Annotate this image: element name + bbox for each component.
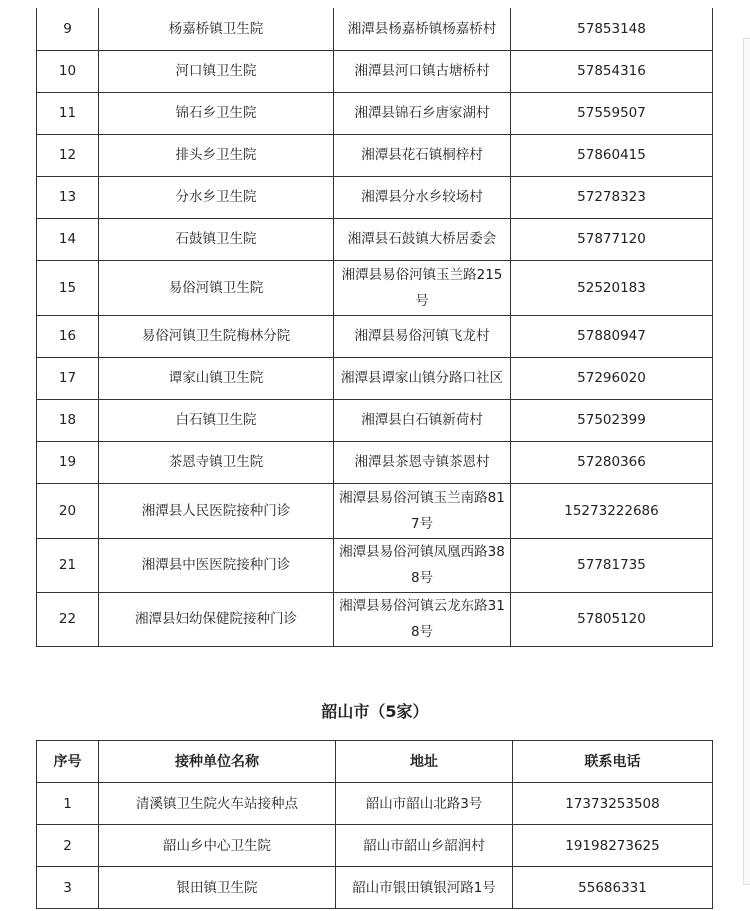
clinic-address: 湘潭县河口镇古塘桥村 <box>334 50 511 92</box>
clinic-address: 湘潭县谭家山镇分路口社区 <box>334 357 511 399</box>
table-row <box>37 783 713 825</box>
row-number: 15 <box>37 260 99 315</box>
clinic-name: 排头乡卫生院 <box>99 134 334 176</box>
clinic-address: 湘潭县石鼓镇大桥居委会 <box>334 218 511 260</box>
clinic-phone: 57854316 <box>511 50 713 92</box>
clinic-name: 银田镇卫生院 <box>99 867 336 909</box>
clinic-address: 湘潭县易俗河镇玉兰路215号 <box>334 260 511 315</box>
clinic-address: 湘潭县易俗河镇飞龙村 <box>334 315 511 357</box>
table-row <box>37 260 713 315</box>
table-row <box>37 92 713 134</box>
clinic-name: 湘潭县中医医院接种门诊 <box>99 538 334 592</box>
clinic-address: 韶山市韶山乡韶润村 <box>336 825 513 867</box>
row-number: 2 <box>37 825 99 867</box>
clinic-phone: 57853148 <box>511 8 713 50</box>
table-row <box>37 134 713 176</box>
clinic-phone: 55686331 <box>513 867 713 909</box>
table-row <box>37 538 713 592</box>
header-name: 接种单位名称 <box>99 741 336 783</box>
clinic-phone: 19198273625 <box>513 825 713 867</box>
header-phone: 联系电话 <box>513 741 713 783</box>
clinic-address: 湘潭县杨嘉桥镇杨嘉桥村 <box>334 8 511 50</box>
clinic-phone: 57877120 <box>511 218 713 260</box>
clinic-phone: 57805120 <box>511 592 713 646</box>
clinic-phone: 57296020 <box>511 357 713 399</box>
clinic-name: 清溪镇卫生院火车站接种点 <box>99 783 336 825</box>
table-row <box>37 218 713 260</box>
table-row <box>37 399 713 441</box>
table-header-row <box>37 741 713 783</box>
table-row <box>37 483 713 538</box>
clinic-phone: 17373253508 <box>513 783 713 825</box>
clinic-name: 河口镇卫生院 <box>99 50 334 92</box>
clinic-address: 湘潭县易俗河镇云龙东路318号 <box>334 592 511 646</box>
row-number: 3 <box>37 867 99 909</box>
clinic-name: 白石镇卫生院 <box>99 399 334 441</box>
section-heading-shaoshan: 韶山市（5家） <box>321 702 429 721</box>
clinic-phone: 57880947 <box>511 315 713 357</box>
table-row <box>37 592 713 646</box>
clinic-address: 湘潭县易俗河镇玉兰南路817号 <box>334 483 511 538</box>
clinic-phone: 57280366 <box>511 441 713 483</box>
clinic-table-shaoshan <box>36 740 713 909</box>
clinic-phone: 57278323 <box>511 176 713 218</box>
clinic-address: 韶山市韶山北路3号 <box>336 783 513 825</box>
clinic-address: 湘潭县白石镇新荷村 <box>334 399 511 441</box>
page-scrollbar[interactable] <box>743 38 750 885</box>
row-number: 18 <box>37 399 99 441</box>
clinic-address: 湘潭县花石镇桐梓村 <box>334 134 511 176</box>
row-number: 10 <box>37 50 99 92</box>
clinic-name: 分水乡卫生院 <box>99 176 334 218</box>
clinic-name: 易俗河镇卫生院 <box>99 260 334 315</box>
row-number: 22 <box>37 592 99 646</box>
clinic-name: 韶山乡中心卫生院 <box>99 825 336 867</box>
row-number: 16 <box>37 315 99 357</box>
header-number: 序号 <box>37 741 99 783</box>
header-address: 地址 <box>336 741 513 783</box>
clinic-address: 湘潭县易俗河镇凤凰西路388号 <box>334 538 511 592</box>
row-number: 19 <box>37 441 99 483</box>
clinic-phone: 57559507 <box>511 92 713 134</box>
clinic-name: 杨嘉桥镇卫生院 <box>99 8 334 50</box>
clinic-phone: 57502399 <box>511 399 713 441</box>
clinic-address: 湘潭县分水乡较场村 <box>334 176 511 218</box>
clinic-address: 湘潭县茶恩寺镇茶恩村 <box>334 441 511 483</box>
row-number: 17 <box>37 357 99 399</box>
clinic-name: 谭家山镇卫生院 <box>99 357 334 399</box>
clinic-name: 茶恩寺镇卫生院 <box>99 441 334 483</box>
clinic-name: 石鼓镇卫生院 <box>99 218 334 260</box>
clinic-name: 湘潭县人民医院接种门诊 <box>99 483 334 538</box>
clinic-address: 湘潭县锦石乡唐家湖村 <box>334 92 511 134</box>
clinic-name: 湘潭县妇幼保健院接种门诊 <box>99 592 334 646</box>
table-row <box>37 357 713 399</box>
row-number: 1 <box>37 783 99 825</box>
row-number: 11 <box>37 92 99 134</box>
clinic-phone: 57860415 <box>511 134 713 176</box>
clinic-phone: 57781735 <box>511 538 713 592</box>
row-number: 20 <box>37 483 99 538</box>
row-number: 21 <box>37 538 99 592</box>
row-number: 14 <box>37 218 99 260</box>
table-row <box>37 825 713 867</box>
row-number: 12 <box>37 134 99 176</box>
clinic-name: 锦石乡卫生院 <box>99 92 334 134</box>
table-row <box>37 441 713 483</box>
table-row <box>37 176 713 218</box>
table-row <box>37 867 713 909</box>
row-number: 9 <box>37 8 99 50</box>
table-row <box>37 50 713 92</box>
clinic-phone: 15273222686 <box>511 483 713 538</box>
row-number: 13 <box>37 176 99 218</box>
clinic-table-xiangtan <box>36 8 713 647</box>
table-row <box>37 8 713 50</box>
clinic-name: 易俗河镇卫生院梅林分院 <box>99 315 334 357</box>
table-row <box>37 315 713 357</box>
clinic-address: 韶山市银田镇银河路1号 <box>336 867 513 909</box>
clinic-phone: 52520183 <box>511 260 713 315</box>
